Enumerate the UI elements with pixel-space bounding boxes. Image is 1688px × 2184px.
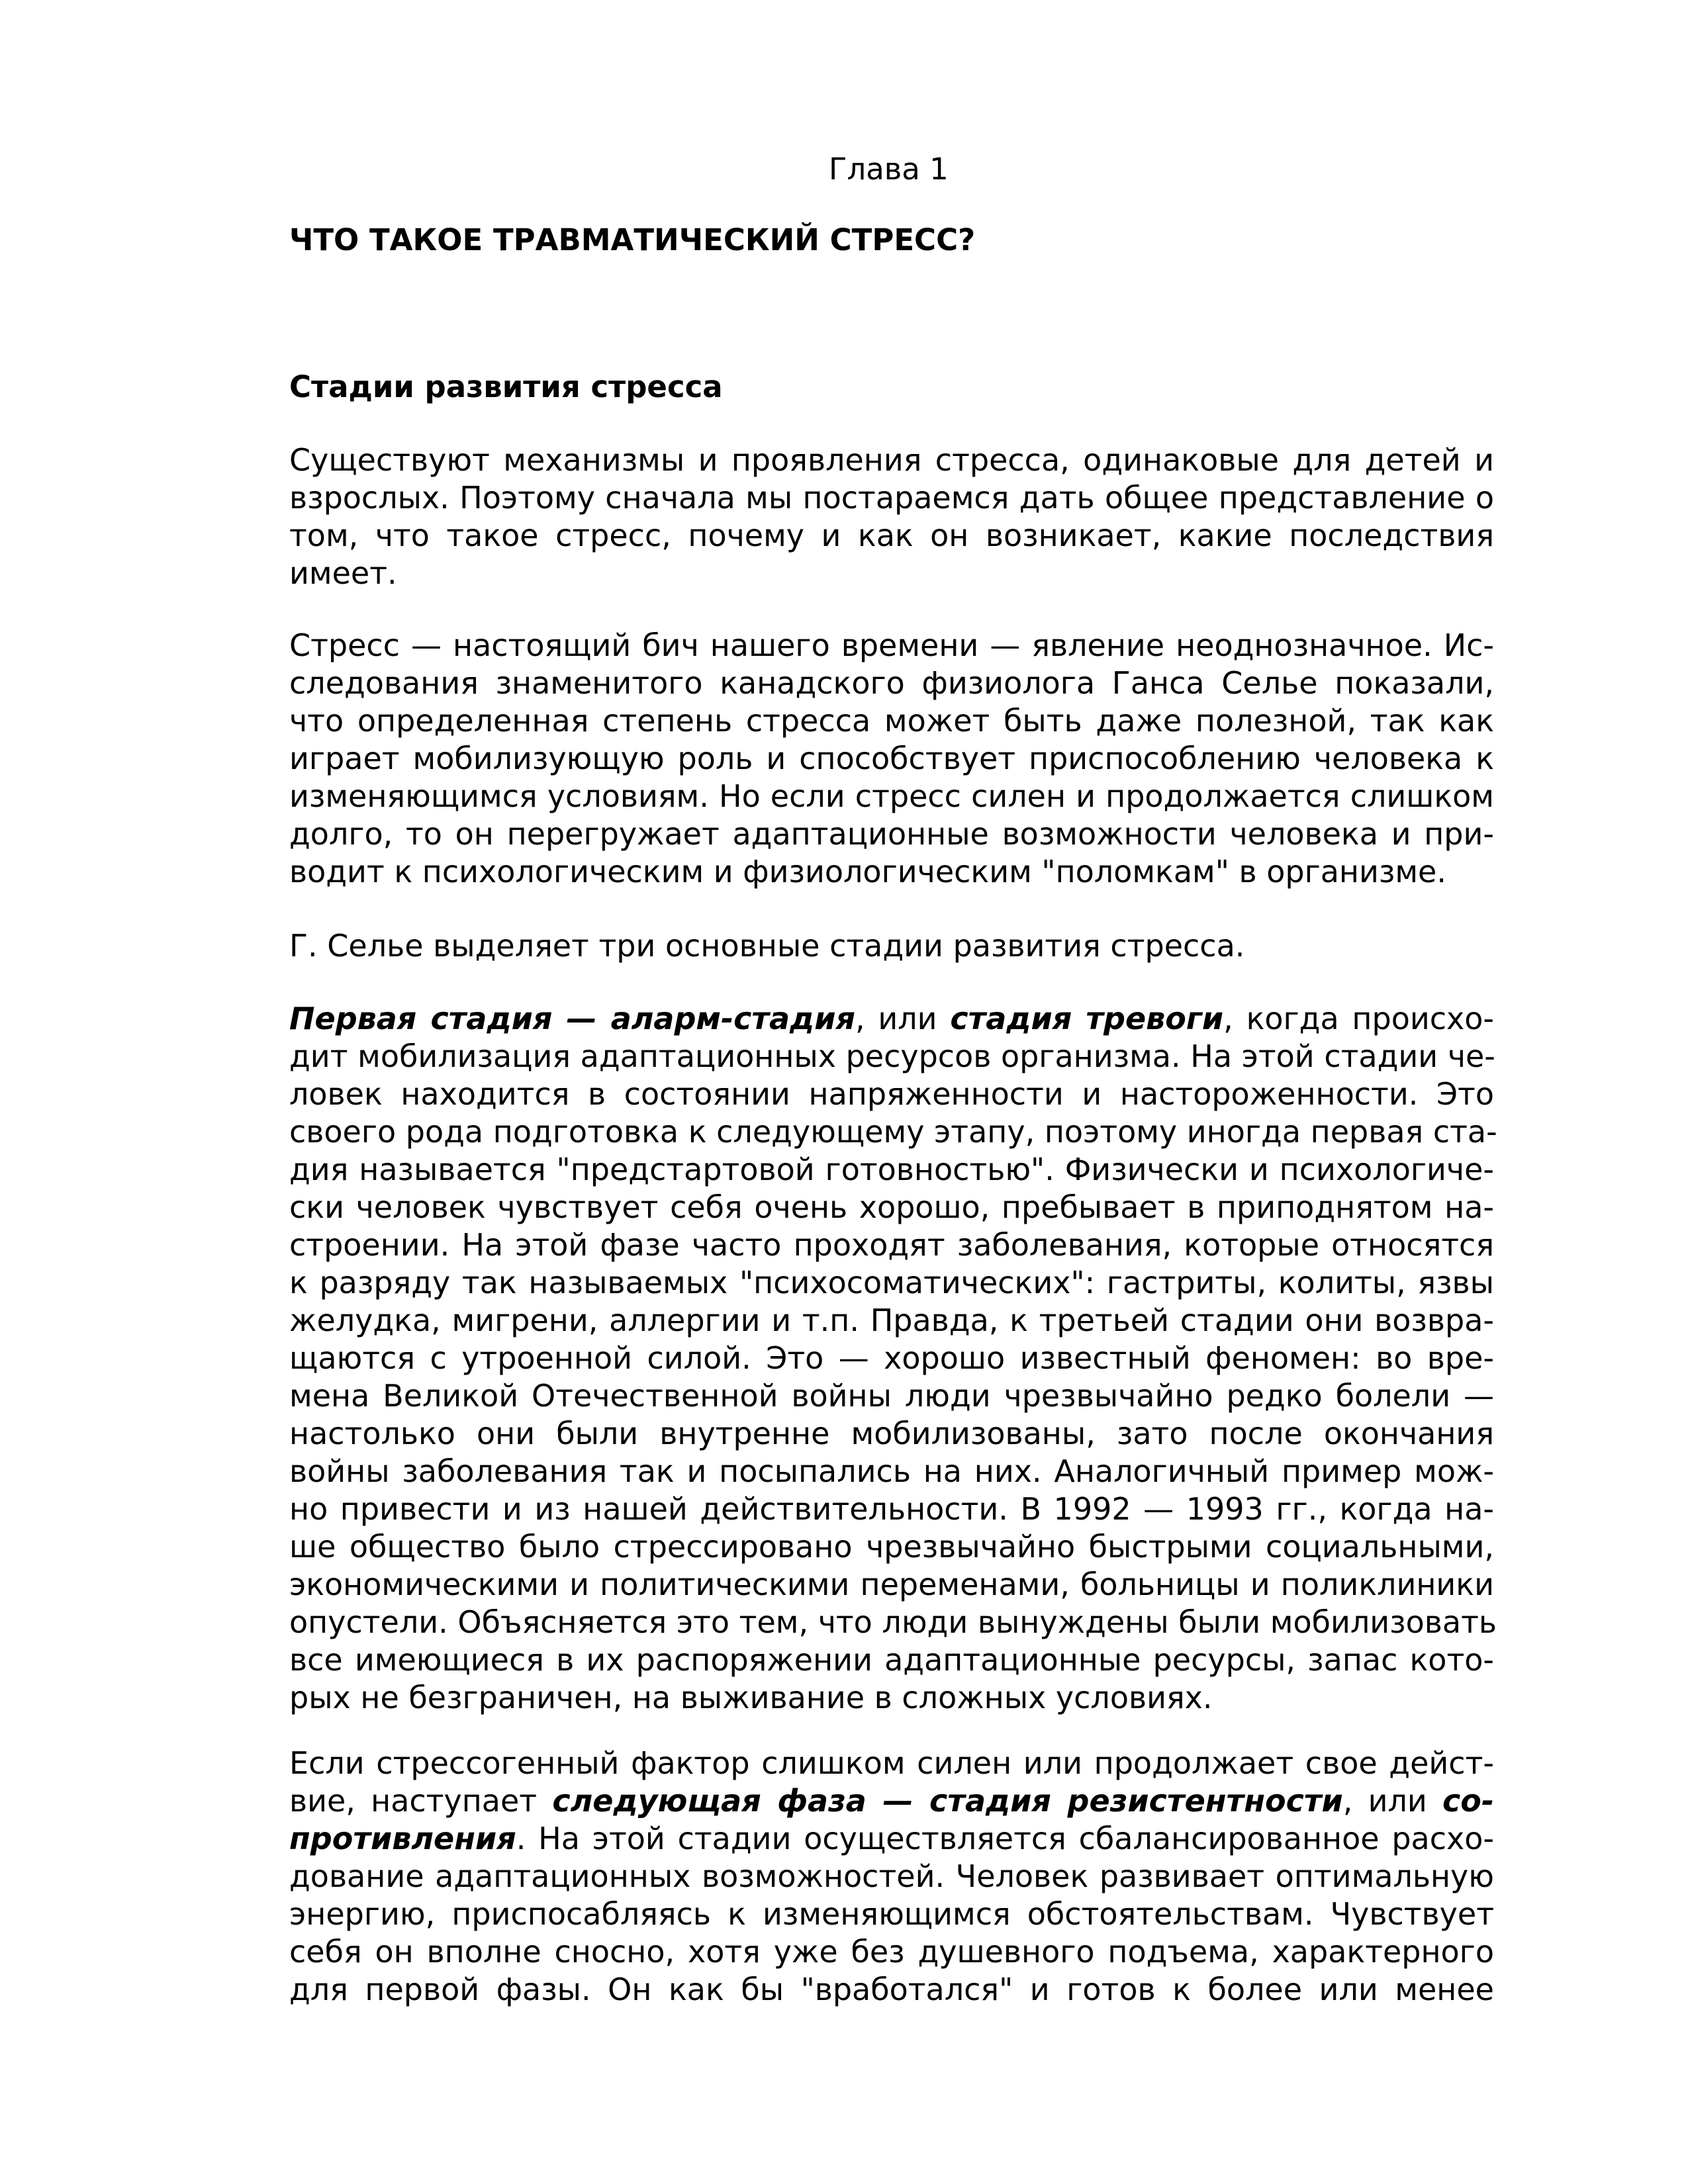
- term-opposition-part2: противления: [289, 1821, 516, 1856]
- paragraph-line: своего рода подготовка к следующему этапу, поэтому иногда первая ста-: [289, 1114, 1497, 1150]
- text-fragment: , или: [1342, 1783, 1443, 1819]
- paragraph-line: [289, 1782, 1494, 1820]
- paragraph-line: имеет.: [289, 555, 397, 591]
- paragraph-line: но привести и из нашей действительности. В 1992 — 1993 гг., когда на-: [289, 1491, 1494, 1527]
- paragraph-line: экономическими и политическими переменами, больницы и поликлиники: [289, 1567, 1494, 1602]
- term-opposition-part1: со-: [1442, 1783, 1494, 1819]
- paragraph-line: мена Великой Отечественной войны люди чрезвычайно редко болели —: [289, 1378, 1494, 1414]
- paragraph-stress-definition: [289, 627, 1494, 891]
- term-alarm-stage: Первая стадия — аларм-стадия: [289, 1001, 855, 1036]
- paragraph-line: строении. На этой фазе часто проходят заболевания, которые относятся: [289, 1227, 1494, 1263]
- paragraph-line: все имеющиеся в их распоряжении адаптационные ресурсы, запас кото-: [289, 1642, 1494, 1678]
- term-resistance-stage: следующая фаза — стадия резистентности: [552, 1783, 1343, 1819]
- text-fragment: . На этой стадии осуществляется сбалансированное расхо-: [516, 1821, 1494, 1856]
- paragraph-line: щаются с утроенной силой. Это — хорошо известный феномен: во вре-: [289, 1340, 1494, 1376]
- paragraph-line: Существуют механизмы и проявления стресса, одинаковые для детей и: [289, 442, 1494, 478]
- section-heading: Стадии развития стресса: [289, 369, 723, 404]
- chapter-label: Глава 1: [829, 152, 949, 187]
- paragraph-line: что определенная степень стресса может быть даже полезной, так как: [289, 703, 1494, 739]
- paragraph-line: ловек находится в состоянии напряженности и настороженности. Это: [289, 1076, 1494, 1112]
- paragraph-line: дия называется "предстартовой готовностью". Физически и психологиче-: [289, 1152, 1494, 1187]
- paragraph-line: Если стрессогенный фактор слишком силен или продолжает свое дейст-: [289, 1745, 1494, 1781]
- paragraph-three-stages: [289, 927, 1494, 965]
- paragraph-line: Стресс — настоящий бич нашего времени — явление неоднозначное. Ис-: [289, 627, 1494, 663]
- text-fragment: , когда происхо-: [1223, 1001, 1494, 1036]
- paragraph-line: ски человек чувствует себя очень хорошо, пребывает в приподнятом на-: [289, 1189, 1494, 1225]
- paragraph-alarm-stage: [289, 1000, 1497, 1717]
- paragraph-line: водит к психологическим и физиологическим "поломкам" в организме.: [289, 854, 1446, 889]
- text-fragment: , или: [855, 1001, 951, 1036]
- text-fragment: вие, наступает: [289, 1783, 553, 1819]
- term-anxiety-stage: стадия тревоги: [950, 1001, 1224, 1036]
- paragraph-line: играет мобилизующую роль и способствует приспособлению человека к: [289, 741, 1494, 776]
- paragraph-line: [289, 1000, 1494, 1038]
- paragraph-line: ше общество было стрессировано чрезвычайно быстрыми социальными,: [289, 1529, 1494, 1565]
- paragraph-line: энергию, приспосабляясь к изменяющимся обстоятельствам. Чувствует: [289, 1896, 1494, 1932]
- paragraph-line: следования знаменитого канадского физиолога Ганса Селье показали,: [289, 665, 1494, 701]
- paragraph-line: дит мобилизация адаптационных ресурсов организма. На этой стадии че-: [289, 1038, 1495, 1074]
- paragraph-line: желудка, мигрени, аллергии и т.п. Правда, к третьей стадии они возвра-: [289, 1302, 1494, 1338]
- paragraph-line: дование адаптационных возможностей. Человек развивает оптимальную: [289, 1858, 1494, 1894]
- paragraph-line: настолько они были внутренне мобилизованы, зато после окончания: [289, 1416, 1494, 1451]
- paragraph-line: долго, то он перегружает адаптационные возможности человека и при-: [289, 816, 1494, 852]
- paragraph-line: изменяющимся условиям. Но если стресс силен и продолжается слишком: [289, 778, 1494, 814]
- paragraph-resistance-stage: [289, 1745, 1494, 2009]
- paragraph-line: для первой фазы. Он как бы "вработался" и готов к более или менее: [289, 1972, 1494, 2007]
- paragraph-line: Г. Селье выделяет три основные стадии развития стресса.: [289, 928, 1245, 964]
- paragraph-line: себя он вполне сносно, хотя уже без душевного подъема, характерного: [289, 1934, 1494, 1970]
- paragraph-line: [289, 1820, 1494, 1858]
- paragraph-intro: [289, 441, 1494, 592]
- chapter-title: ЧТО ТАКОЕ ТРАВМАТИЧЕСКИЙ СТРЕСС?: [289, 222, 976, 257]
- paragraph-line: рых не безграничен, на выживание в сложных условиях.: [289, 1680, 1213, 1715]
- paragraph-line: взрослых. Поэтому сначала мы постараемся дать общее представление о: [289, 480, 1494, 516]
- paragraph-line: том, что такое стресс, почему и как он возникает, какие последствия: [289, 518, 1494, 553]
- paragraph-line: к разряду так называемых "психосоматических": гастриты, колиты, язвы: [289, 1265, 1494, 1300]
- paragraph-line: опустели. Объясняется это тем, что люди вынуждены были мобилизовать: [289, 1604, 1497, 1640]
- paragraph-line: войны заболевания так и посыпались на них. Аналогичный пример мож-: [289, 1453, 1494, 1489]
